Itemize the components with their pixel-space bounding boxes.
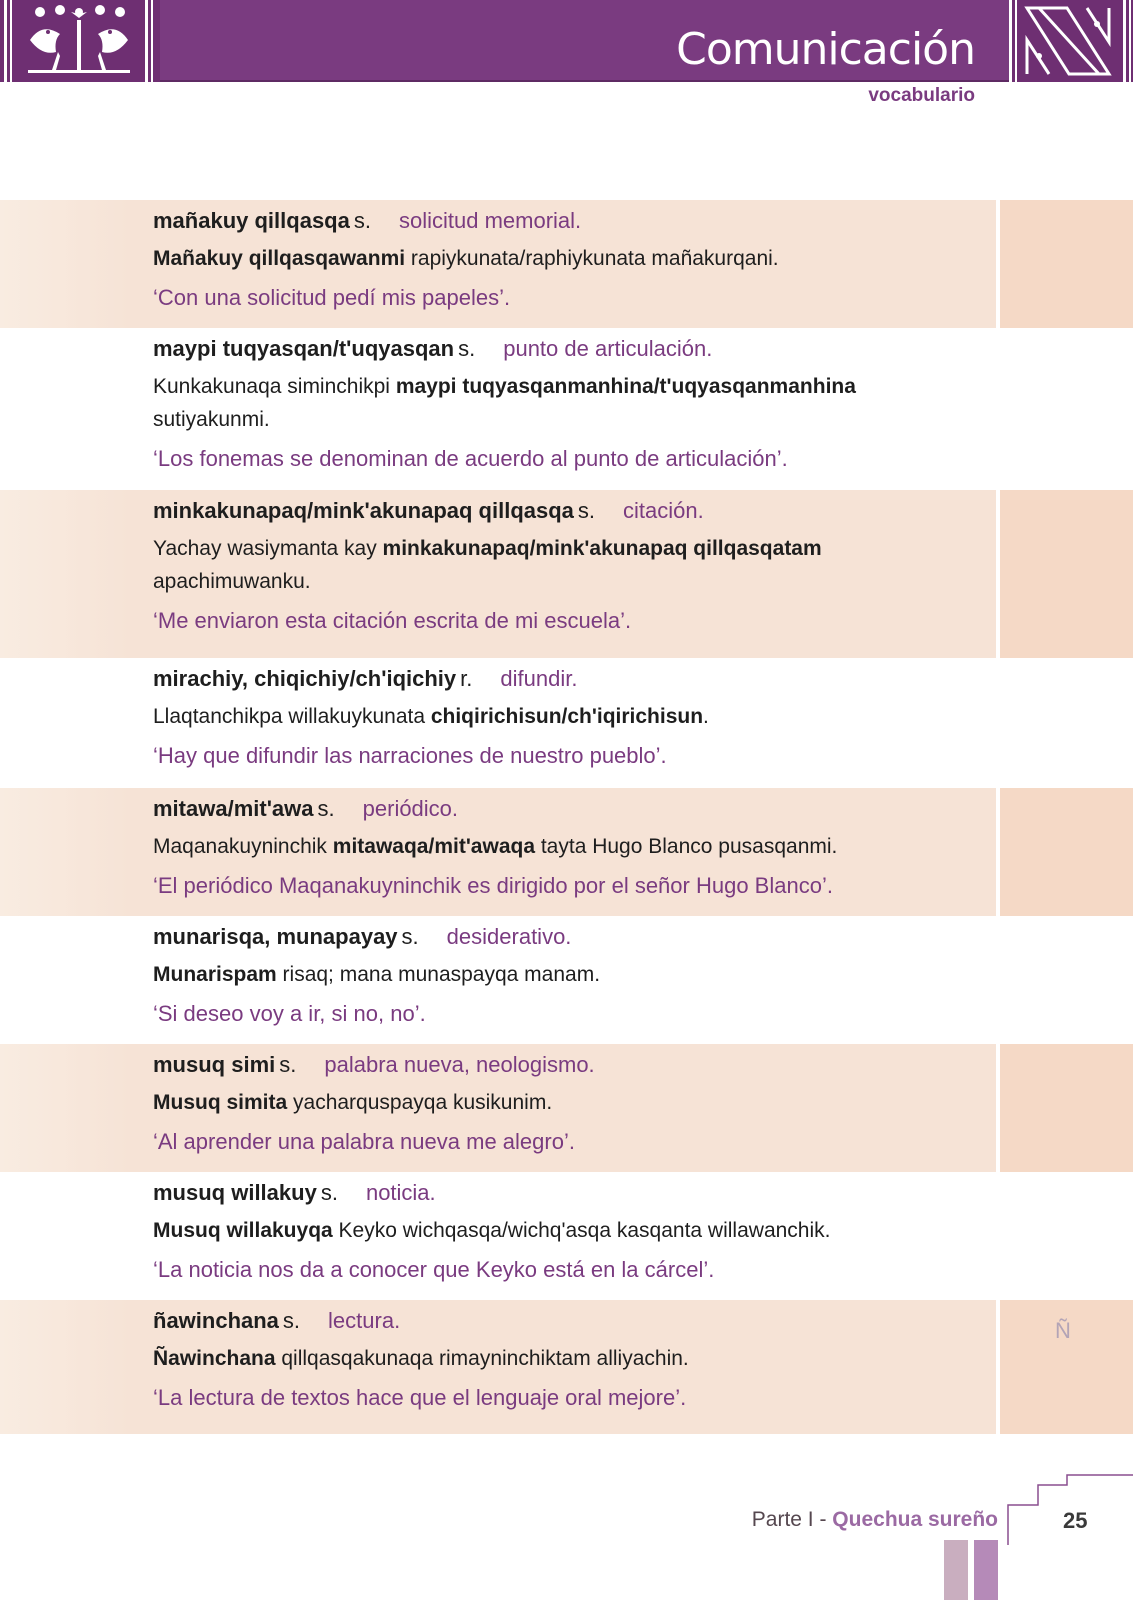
spanish-translation: ‘La noticia nos da a conocer que Keyko está en la cárcel’. — [153, 1257, 715, 1282]
spanish-gloss: noticia. — [365, 1180, 436, 1205]
spanish-translation: ‘Hay que difundir las narraciones de nuestro pueblo’. — [153, 743, 667, 768]
alphabet-letter-tab: Ñ — [1055, 1318, 1071, 1343]
term-line — [153, 334, 933, 364]
part-of-speech: r. — [460, 666, 473, 691]
example-sentence — [153, 1086, 933, 1119]
vocabulary-entry — [0, 1172, 1133, 1300]
entry-content — [0, 916, 1133, 1029]
example-headword: Musuq simita — [153, 1091, 288, 1114]
example-headword: maypi tuqyasqanmanhina/t'uqyasqanmanhina — [395, 375, 856, 398]
spanish-translation: ‘Los fonemas se denominan de acuerdo al punto de articulación’. — [153, 446, 788, 471]
vocabulary-entry — [0, 1044, 1133, 1172]
part-of-speech: s. — [317, 796, 335, 821]
headword: ñawinchana — [153, 1308, 279, 1333]
example-headword: Musuq willakuyqa — [153, 1219, 333, 1242]
example-text: apachimuwanku. — [153, 570, 311, 593]
header-rule — [0, 80, 1133, 82]
headword: minkakunapaq/mink'akunapaq qillqasqa — [153, 498, 574, 523]
example-text: risaq; mana munaspayqa manam. — [276, 963, 601, 986]
part-of-speech: s. — [353, 208, 371, 233]
spanish-gloss: desiderativo. — [446, 924, 572, 949]
headword: mitawa/mit'awa — [153, 796, 314, 821]
entry-content — [0, 490, 1133, 636]
example-sentence — [153, 830, 933, 863]
headword: mañakuy qillqasqa — [153, 208, 350, 233]
spanish-translation: ‘Al aprender una palabra nueva me alegro’. — [153, 1129, 575, 1154]
vocabulary-entry — [0, 916, 1133, 1044]
example-headword: Mañakuy qillqasqawanmi — [153, 247, 406, 270]
footer-part-label — [752, 1508, 998, 1532]
geometric-ornament-icon — [1009, 0, 1133, 82]
example-sentence — [153, 958, 933, 991]
vocabulary-entry — [0, 490, 1133, 658]
example-headword: Munarispam — [153, 963, 277, 986]
example-text: . — [703, 705, 709, 728]
footer-part: Parte I - — [751, 1508, 833, 1531]
spanish-gloss: citación. — [623, 498, 704, 523]
entry-content — [0, 1300, 1133, 1413]
part-of-speech: s. — [401, 924, 419, 949]
example-headword: minkakunapaq/mink'akunapaq qillqasqatam — [382, 537, 822, 560]
term-line — [153, 664, 933, 694]
spanish-gloss: difundir. — [500, 666, 578, 691]
footer-section: Quechua sureño — [832, 1508, 998, 1531]
term-line — [153, 1306, 933, 1336]
example-text: tayta Hugo Blanco pusasqanmi. — [535, 835, 838, 858]
entry-content — [0, 658, 1133, 771]
vocabulary-entry — [0, 328, 1133, 490]
example-text: Keyko wichqasqa/wichq'asqa kasqanta willawanchik. — [332, 1219, 831, 1242]
part-of-speech: s. — [458, 336, 476, 361]
term-line — [153, 922, 933, 952]
vocabulary-entry — [0, 788, 1133, 916]
entry-content — [0, 328, 1133, 474]
example-text: Yachay wasiymanta kay — [153, 537, 383, 560]
spanish-translation: ‘El periódico Maqanakuyninchik es dirigido por el señor Hugo Blanco’. — [153, 873, 833, 898]
headword: musuq willakuy — [153, 1180, 317, 1205]
page-footer — [0, 1440, 1133, 1600]
entry-content — [0, 788, 1133, 901]
page-subtitle: vocabulario — [868, 85, 975, 106]
vocabulary-entry — [0, 1300, 1133, 1434]
example-text: Maqanakuyninchik — [153, 835, 333, 858]
example-text: Llaqtanchikpa willakuykunata — [153, 705, 431, 728]
spanish-translation: ‘Si deseo voy a ir, si no, no’. — [153, 1001, 426, 1026]
spanish-gloss: palabra nueva, neologismo. — [324, 1052, 595, 1077]
part-of-speech: s. — [282, 1308, 301, 1333]
headword: mirachiy, chiqichiy/ch'iqichiy — [153, 666, 457, 691]
spanish-translation: ‘Con una solicitud pedí mis papeles’. — [153, 285, 511, 310]
example-headword: mitawaqa/mit'awaqa — [332, 835, 536, 858]
headword: musuq simi — [153, 1052, 276, 1077]
spanish-translation: ‘Me enviaron esta citación escrita de mi escuela’. — [153, 608, 632, 633]
page-number: 25 — [1063, 1508, 1088, 1533]
term-line — [153, 794, 933, 824]
headword: maypi tuqyasqan/t'uqyasqan — [153, 336, 455, 361]
example-headword: chiqirichisun/ch'iqirichisun — [430, 705, 704, 728]
term-line — [153, 1050, 933, 1080]
example-sentence — [153, 242, 933, 275]
spanish-gloss: lectura. — [328, 1308, 401, 1333]
part-of-speech: s. — [320, 1180, 338, 1205]
example-sentence — [153, 532, 933, 598]
page-header — [0, 0, 1133, 82]
example-sentence — [153, 1214, 933, 1247]
term-line — [153, 496, 933, 526]
entry-content — [0, 1172, 1133, 1285]
example-text: qillqasqakunaqa rimayninchiktam alliyachin. — [275, 1347, 689, 1370]
example-text: sutiyakunmi. — [153, 408, 270, 431]
part-of-speech: s. — [279, 1052, 297, 1077]
part-of-speech: s. — [577, 498, 596, 523]
bird-ornament-logo — [0, 0, 160, 82]
spanish-gloss: periódico. — [362, 796, 459, 821]
spanish-translation: ‘La lectura de textos hace que el lenguaje oral mejore’. — [153, 1385, 687, 1410]
vocabulary-entry — [0, 658, 1133, 788]
spanish-gloss: solicitud memorial. — [398, 208, 582, 233]
example-text: yacharquspayqa kusikunim. — [287, 1091, 553, 1114]
term-line — [153, 206, 933, 236]
entry-content — [0, 1044, 1133, 1157]
example-headword: Ñawinchana — [153, 1347, 276, 1370]
example-sentence — [153, 700, 933, 733]
vocabulary-entry — [0, 200, 1133, 328]
headword: munarisqa, munapayay — [153, 924, 398, 949]
spanish-gloss: punto de articulación. — [503, 336, 713, 361]
term-line — [153, 1178, 933, 1208]
bird-ornament-icon — [0, 0, 160, 82]
page-title: Comunicación — [676, 24, 975, 75]
entry-content — [0, 200, 1133, 313]
example-text: rapiykunata/raphiykunata mañakurqani. — [405, 247, 779, 270]
example-text: Kunkakunaqa siminchikpi — [153, 375, 396, 398]
example-sentence — [153, 1342, 933, 1375]
example-sentence — [153, 370, 933, 436]
geometric-ornament-logo — [1009, 0, 1133, 82]
